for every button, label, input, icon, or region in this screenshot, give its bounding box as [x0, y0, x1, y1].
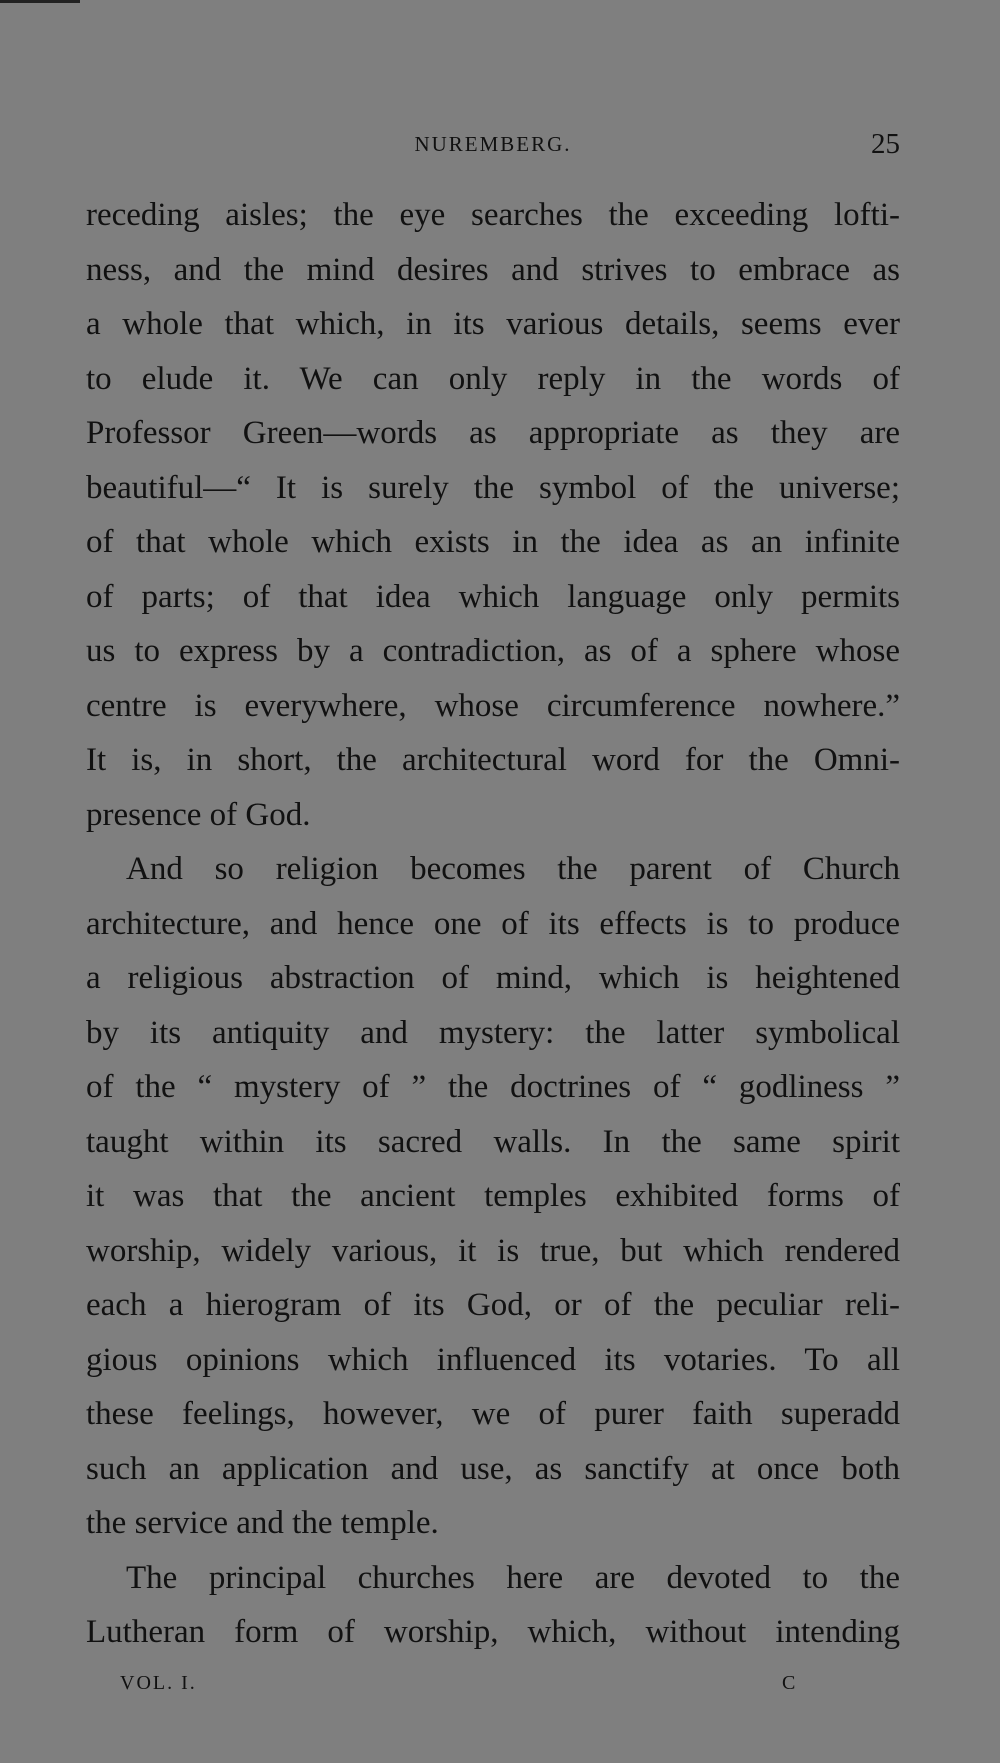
text-line: architecture, and hence one of its effects is to produce [86, 905, 900, 942]
text-line: to elude it. We can only reply in the words of [86, 360, 900, 397]
running-title: NUREMBERG. [414, 132, 572, 156]
text-line: it was that the ancient temples exhibited forms of [86, 1178, 900, 1214]
text-line: a religious abstraction of mind, which is heightened [86, 960, 900, 996]
text-line: these feelings, however, we of purer faith superadd [86, 1396, 900, 1432]
text-line: such an application and use, as sanctify at once both [86, 1450, 900, 1487]
text-line: It is, in short, the architectural word for the Omni- [86, 742, 900, 778]
text-line: worship, widely various, it is true, but which rendered [86, 1232, 900, 1269]
page-footer [86, 1672, 900, 1702]
text-line: a whole that which, in its various details, seems ever [86, 306, 900, 342]
text-line: of parts; of that idea which language only permits [86, 578, 900, 615]
page-number: 25 [871, 128, 900, 160]
text-line: us to express by a contradiction, as of a sphere whose [86, 633, 900, 669]
text-line: presence of God. [86, 796, 311, 833]
text-line: beautiful—“ It is surely the symbol of the universe; [86, 469, 900, 506]
text-line: gious opinions which influenced its votaries. To all [86, 1341, 900, 1378]
text-line: of the “ mystery of ” the doctrines of “ godliness ” [86, 1069, 900, 1105]
text-line: Lutheran form of worship, which, without intending [86, 1614, 900, 1650]
running-head [86, 128, 900, 168]
text-line: the service and the temple. [86, 1505, 439, 1541]
text-line: taught within its sacred walls. In the same spirit [86, 1123, 900, 1160]
text-line: And so religion becomes the parent of Church [126, 851, 900, 887]
text-line: receding aisles; the eye searches the exceeding lofti- [86, 197, 900, 233]
text-line: by its antiquity and mystery: the latter symbolical [86, 1014, 900, 1051]
text-line: each a hierogram of its God, or of the peculiar reli- [86, 1287, 900, 1323]
scan-edge-mark [0, 0, 80, 3]
text-line: centre is everywhere, whose circumference nowhere.” [86, 687, 900, 724]
text-line: The principal churches here are devoted to the [126, 1559, 900, 1596]
text-line: ness, and the mind desires and strives to embrace as [86, 251, 900, 288]
signature-mark: C [782, 1672, 796, 1694]
text-line: Professor Green—words as appropriate as they are [86, 415, 900, 451]
text-line: of that whole which exists in the idea as an infinite [86, 524, 900, 560]
body-text [86, 188, 900, 1660]
volume-mark: VOL. I. [120, 1672, 197, 1694]
